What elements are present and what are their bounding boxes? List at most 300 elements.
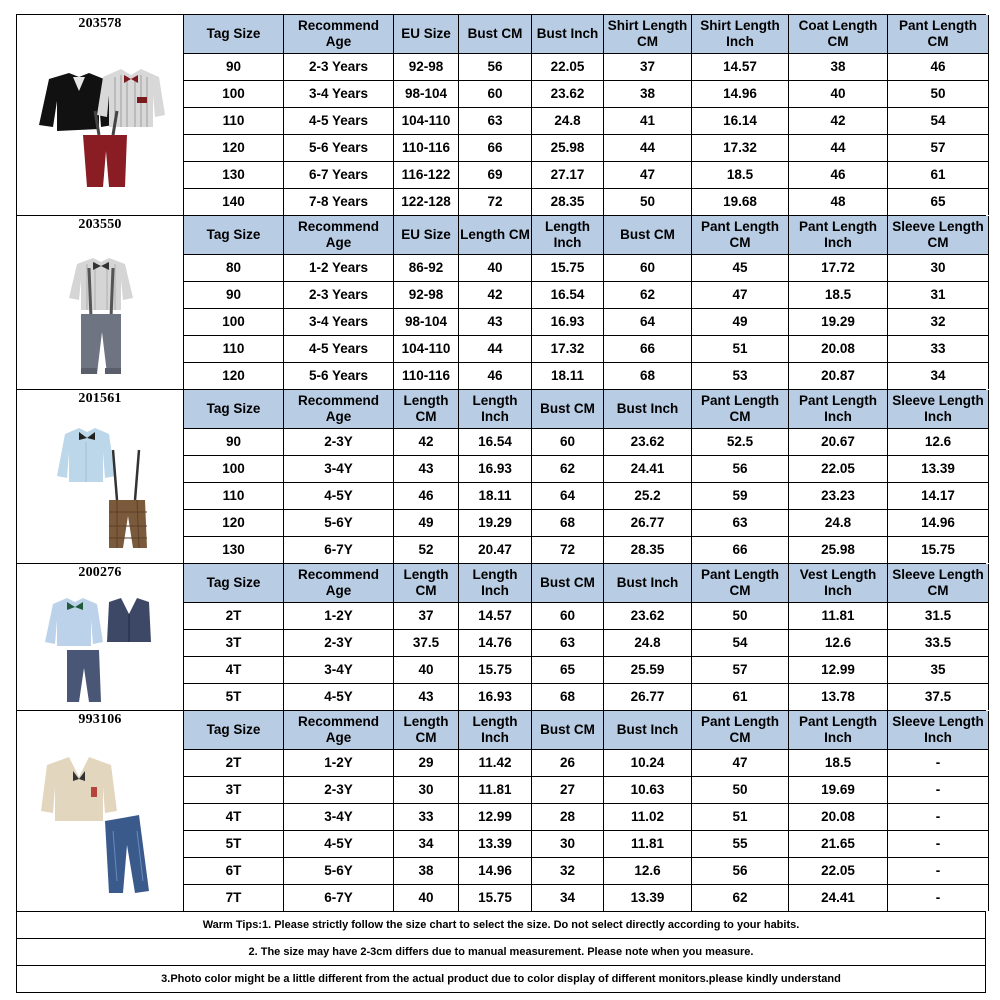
column-header: Pant Length CM — [692, 711, 789, 749]
table-row — [184, 135, 989, 162]
table-cell: 25.59 — [604, 657, 692, 683]
column-header: Length CM — [394, 564, 459, 602]
table-cell: 20.08 — [789, 336, 888, 362]
table-cell: 60 — [532, 429, 604, 455]
table-cell: 92-98 — [394, 282, 459, 308]
column-header: Vest Length Inch — [789, 564, 888, 602]
table-cell: 14.76 — [459, 630, 532, 656]
table-cell: 47 — [604, 162, 692, 188]
table-cell: 66 — [692, 537, 789, 563]
table-cell: 47 — [692, 750, 789, 776]
table-header-row — [184, 564, 989, 603]
table-cell: 4-5Y — [284, 684, 394, 710]
table-cell: 66 — [604, 336, 692, 362]
table-cell: 18.5 — [789, 282, 888, 308]
table-cell: 40 — [459, 255, 532, 281]
table-cell: 25.98 — [789, 537, 888, 563]
table-cell: 1-2Y — [284, 603, 394, 629]
table-cell: 40 — [394, 657, 459, 683]
table-cell: 23.62 — [532, 81, 604, 107]
table-cell: 10.63 — [604, 777, 692, 803]
product-code: 200276 — [78, 565, 122, 580]
table-cell: 43 — [394, 684, 459, 710]
table-cell: 17.32 — [532, 336, 604, 362]
table-cell: 24.8 — [532, 108, 604, 134]
table-cell: 57 — [692, 657, 789, 683]
table-cell: 52.5 — [692, 429, 789, 455]
column-header: Bust CM — [532, 564, 604, 602]
table-cell: 11.42 — [459, 750, 532, 776]
table-cell: 4T — [184, 657, 284, 683]
table-cell: 90 — [184, 429, 284, 455]
table-cell: 16.54 — [459, 429, 532, 455]
table-cell: 7T — [184, 885, 284, 911]
table-cell: 17.72 — [789, 255, 888, 281]
table-cell: 104-110 — [394, 336, 459, 362]
table-cell: 15.75 — [459, 885, 532, 911]
column-header: Sleeve Length Inch — [888, 390, 989, 428]
table-cell: 18.11 — [459, 483, 532, 509]
table-cell: 52 — [394, 537, 459, 563]
table-cell: 37.5 — [394, 630, 459, 656]
column-header: Bust Inch — [604, 711, 692, 749]
column-header: Bust Inch — [532, 15, 604, 53]
table-cell: 110 — [184, 483, 284, 509]
table-row — [184, 537, 989, 563]
table-cell: 37 — [394, 603, 459, 629]
table-cell: 18.5 — [692, 162, 789, 188]
table-cell: 28.35 — [532, 189, 604, 215]
table-cell: 14.17 — [888, 483, 989, 509]
table-cell: 4-5 Years — [284, 108, 394, 134]
table-cell: 24.8 — [789, 510, 888, 536]
table-cell: 140 — [184, 189, 284, 215]
table-row — [184, 684, 989, 710]
table-cell: 68 — [532, 684, 604, 710]
table-cell: 14.96 — [888, 510, 989, 536]
table-cell: 23.23 — [789, 483, 888, 509]
table-cell: 20.47 — [459, 537, 532, 563]
table-cell: 64 — [532, 483, 604, 509]
column-header: Recommend Age — [284, 711, 394, 749]
table-cell: 38 — [604, 81, 692, 107]
table-cell: 37.5 — [888, 684, 989, 710]
table-cell: 46 — [789, 162, 888, 188]
table-cell: 12.6 — [888, 429, 989, 455]
table-cell: 110-116 — [394, 363, 459, 389]
table-cell: 6-7Y — [284, 885, 394, 911]
table-cell: 2-3 Years — [284, 282, 394, 308]
table-cell: 55 — [692, 831, 789, 857]
table-cell: 60 — [604, 255, 692, 281]
column-header: Pant Length Inch — [789, 390, 888, 428]
table-header-row — [184, 15, 989, 54]
table-cell: 1-2Y — [284, 750, 394, 776]
table-cell: 42 — [459, 282, 532, 308]
table-cell: 12.99 — [789, 657, 888, 683]
table-cell: 62 — [532, 456, 604, 482]
table-cell: 104-110 — [394, 108, 459, 134]
table-header-row — [184, 711, 989, 750]
column-header: Tag Size — [184, 390, 284, 428]
size-chart — [16, 14, 986, 993]
table-cell: 63 — [692, 510, 789, 536]
table-cell: 15.75 — [888, 537, 989, 563]
size-table — [184, 711, 989, 911]
table-cell: 28 — [532, 804, 604, 830]
column-header: Tag Size — [184, 711, 284, 749]
table-cell: 47 — [692, 282, 789, 308]
table-row — [184, 162, 989, 189]
table-cell: 24.41 — [604, 456, 692, 482]
table-cell: 5T — [184, 684, 284, 710]
table-cell: 34 — [394, 831, 459, 857]
product-code: 203550 — [78, 217, 122, 232]
table-cell: 62 — [692, 885, 789, 911]
table-cell: 15.75 — [532, 255, 604, 281]
table-cell: 29 — [394, 750, 459, 776]
column-header: Bust CM — [532, 390, 604, 428]
table-cell: 6T — [184, 858, 284, 884]
table-cell: 130 — [184, 537, 284, 563]
table-cell: 68 — [532, 510, 604, 536]
table-cell: 122-128 — [394, 189, 459, 215]
table-row — [184, 336, 989, 363]
table-cell: 57 — [888, 135, 989, 161]
table-cell: 98-104 — [394, 309, 459, 335]
table-cell: 62 — [604, 282, 692, 308]
table-cell: 16.93 — [459, 456, 532, 482]
table-cell: 25.2 — [604, 483, 692, 509]
table-cell: 4T — [184, 804, 284, 830]
table-cell: 16.93 — [532, 309, 604, 335]
table-cell: 23.62 — [604, 603, 692, 629]
table-cell: 26.77 — [604, 684, 692, 710]
table-cell: 63 — [532, 630, 604, 656]
table-cell: 30 — [888, 255, 989, 281]
table-cell: 12.6 — [789, 630, 888, 656]
table-cell: 4-5 Years — [284, 336, 394, 362]
table-cell: 64 — [604, 309, 692, 335]
table-cell: 14.57 — [459, 603, 532, 629]
table-cell: 46 — [394, 483, 459, 509]
table-cell: 65 — [532, 657, 604, 683]
table-cell: 4-5Y — [284, 831, 394, 857]
column-header: Sleeve Length CM — [888, 564, 989, 602]
table-cell: 60 — [459, 81, 532, 107]
column-header: Pant Length CM — [692, 390, 789, 428]
table-cell: - — [888, 831, 989, 857]
table-cell: - — [888, 858, 989, 884]
table-cell: 100 — [184, 456, 284, 482]
column-header: Length Inch — [459, 564, 532, 602]
table-cell: 5-6 Years — [284, 135, 394, 161]
table-cell: 116-122 — [394, 162, 459, 188]
table-cell: 2-3Y — [284, 630, 394, 656]
table-cell: 80 — [184, 255, 284, 281]
table-cell: 43 — [394, 456, 459, 482]
table-cell: 110 — [184, 108, 284, 134]
table-row — [184, 777, 989, 804]
table-cell: 53 — [692, 363, 789, 389]
table-cell: 42 — [394, 429, 459, 455]
table-cell: 19.29 — [789, 309, 888, 335]
table-cell: 17.32 — [692, 135, 789, 161]
column-header: Length Inch — [459, 390, 532, 428]
table-cell: 19.69 — [789, 777, 888, 803]
table-header-row — [184, 216, 989, 255]
table-row — [184, 750, 989, 777]
column-header: Shirt Length Inch — [692, 15, 789, 53]
size-table — [184, 564, 989, 710]
table-cell: 35 — [888, 657, 989, 683]
product-code: 993106 — [78, 712, 122, 727]
table-row — [184, 804, 989, 831]
product-cell — [17, 390, 184, 563]
product-code: 201561 — [78, 391, 122, 406]
table-cell: 3T — [184, 777, 284, 803]
table-cell: 11.81 — [789, 603, 888, 629]
table-row — [184, 309, 989, 336]
table-cell: 38 — [789, 54, 888, 80]
table-cell: 20.87 — [789, 363, 888, 389]
product-image-vest-set — [17, 590, 183, 715]
product-cell — [17, 216, 184, 389]
table-cell: 43 — [459, 309, 532, 335]
table-cell: 5-6 Years — [284, 363, 394, 389]
table-cell: 6-7Y — [284, 537, 394, 563]
table-cell: 120 — [184, 135, 284, 161]
table-cell: 63 — [459, 108, 532, 134]
table-cell: 98-104 — [394, 81, 459, 107]
table-cell: 48 — [789, 189, 888, 215]
table-cell: 40 — [789, 81, 888, 107]
table-cell: 14.57 — [692, 54, 789, 80]
product-section — [17, 390, 986, 564]
table-cell: 20.67 — [789, 429, 888, 455]
table-cell: 6-7 Years — [284, 162, 394, 188]
product-section — [17, 711, 986, 912]
table-cell: 2T — [184, 603, 284, 629]
table-cell: 50 — [692, 777, 789, 803]
column-header: Bust CM — [459, 15, 532, 53]
table-cell: 16.54 — [532, 282, 604, 308]
table-cell: 12.99 — [459, 804, 532, 830]
table-cell: 44 — [459, 336, 532, 362]
table-cell: 5-6Y — [284, 510, 394, 536]
table-cell: 15.75 — [459, 657, 532, 683]
table-cell: 3-4Y — [284, 456, 394, 482]
table-cell: 2-3Y — [284, 777, 394, 803]
table-cell: 11.02 — [604, 804, 692, 830]
product-image-suit-set — [17, 55, 183, 200]
table-row — [184, 81, 989, 108]
table-cell: - — [888, 804, 989, 830]
column-header: Pant Length CM — [888, 15, 989, 53]
table-cell: 32 — [888, 309, 989, 335]
column-header: Sleeve Length CM — [888, 216, 989, 254]
column-header: Recommend Age — [284, 564, 394, 602]
column-header: Length CM — [394, 390, 459, 428]
table-cell: 54 — [888, 108, 989, 134]
table-row — [184, 630, 989, 657]
table-row — [184, 189, 989, 215]
table-cell: 32 — [532, 858, 604, 884]
table-cell: 72 — [459, 189, 532, 215]
table-cell: 21.65 — [789, 831, 888, 857]
warm-tip-1: Warm Tips:1. Please strictly follow the size chart to select the size. Do not select directly according to your habits. — [17, 912, 986, 939]
table-cell: - — [888, 885, 989, 911]
table-row — [184, 657, 989, 684]
table-cell: 130 — [184, 162, 284, 188]
size-table — [184, 390, 989, 563]
table-cell: 13.39 — [459, 831, 532, 857]
product-section — [17, 216, 986, 390]
table-cell: 3-4 Years — [284, 309, 394, 335]
table-cell: 59 — [692, 483, 789, 509]
table-row — [184, 885, 989, 911]
table-cell: 45 — [692, 255, 789, 281]
table-cell: 41 — [604, 108, 692, 134]
warm-tip-3: 3.Photo color might be a little different from the actual product due to color display of different monitors.please kindly understand — [17, 966, 986, 993]
table-cell: 22.05 — [532, 54, 604, 80]
table-cell: 5T — [184, 831, 284, 857]
table-cell: 23.62 — [604, 429, 692, 455]
table-cell: 1-2 Years — [284, 255, 394, 281]
product-cell — [17, 711, 184, 911]
column-header: Bust Inch — [604, 564, 692, 602]
table-cell: 26.77 — [604, 510, 692, 536]
column-header: EU Size — [394, 15, 459, 53]
table-cell: 51 — [692, 804, 789, 830]
table-cell: 19.29 — [459, 510, 532, 536]
table-cell: 11.81 — [604, 831, 692, 857]
table-cell: 3-4 Years — [284, 81, 394, 107]
table-cell: 20.08 — [789, 804, 888, 830]
table-cell: 72 — [532, 537, 604, 563]
table-cell: - — [888, 777, 989, 803]
table-cell: 49 — [692, 309, 789, 335]
table-cell: 33 — [394, 804, 459, 830]
table-cell: 51 — [692, 336, 789, 362]
column-header: Length CM — [459, 216, 532, 254]
table-cell: 120 — [184, 363, 284, 389]
table-cell: 38 — [394, 858, 459, 884]
table-cell: 44 — [789, 135, 888, 161]
table-cell: 34 — [532, 885, 604, 911]
table-cell: 49 — [394, 510, 459, 536]
table-cell: 40 — [394, 885, 459, 911]
column-header: Bust Inch — [604, 390, 692, 428]
table-cell: 7-8 Years — [284, 189, 394, 215]
column-header: Pant Length Inch — [789, 711, 888, 749]
table-cell: 56 — [459, 54, 532, 80]
table-cell: 34 — [888, 363, 989, 389]
product-cell — [17, 564, 184, 710]
table-cell: 26 — [532, 750, 604, 776]
table-cell: 30 — [532, 831, 604, 857]
table-row — [184, 108, 989, 135]
table-row — [184, 603, 989, 630]
table-cell: 33.5 — [888, 630, 989, 656]
table-cell: 61 — [888, 162, 989, 188]
table-cell: 28.35 — [604, 537, 692, 563]
table-cell: 27.17 — [532, 162, 604, 188]
table-cell: 86-92 — [394, 255, 459, 281]
table-cell: 31.5 — [888, 603, 989, 629]
table-cell: 90 — [184, 282, 284, 308]
product-section — [17, 564, 986, 711]
table-row — [184, 510, 989, 537]
product-image-shirt-suspender-set — [17, 248, 183, 389]
table-cell: 3-4Y — [284, 804, 394, 830]
table-cell: 120 — [184, 510, 284, 536]
table-cell: 61 — [692, 684, 789, 710]
table-row — [184, 363, 989, 389]
column-header: Tag Size — [184, 564, 284, 602]
table-cell: 24.8 — [604, 630, 692, 656]
table-cell: 30 — [394, 777, 459, 803]
table-cell: 24.41 — [789, 885, 888, 911]
table-cell: 54 — [692, 630, 789, 656]
column-header: Tag Size — [184, 216, 284, 254]
table-cell: 18.11 — [532, 363, 604, 389]
table-cell: 16.14 — [692, 108, 789, 134]
table-cell: 50 — [888, 81, 989, 107]
table-row — [184, 255, 989, 282]
warm-tip-2: 2. The size may have 2-3cm differs due to manual measurement. Please note when you measure. — [17, 939, 986, 966]
table-row — [184, 54, 989, 81]
table-cell: 2T — [184, 750, 284, 776]
column-header: EU Size — [394, 216, 459, 254]
table-cell: 13.39 — [888, 456, 989, 482]
table-cell: 68 — [604, 363, 692, 389]
table-row — [184, 429, 989, 456]
table-cell: 2-3Y — [284, 429, 394, 455]
table-cell: 16.93 — [459, 684, 532, 710]
column-header: Pant Length Inch — [789, 216, 888, 254]
table-cell: 14.96 — [692, 81, 789, 107]
table-cell: 46 — [459, 363, 532, 389]
table-cell: 69 — [459, 162, 532, 188]
table-cell: 12.6 — [604, 858, 692, 884]
column-header: Recommend Age — [284, 390, 394, 428]
table-cell: 110 — [184, 336, 284, 362]
table-cell: 92-98 — [394, 54, 459, 80]
table-cell: 11.81 — [459, 777, 532, 803]
table-cell: 60 — [532, 603, 604, 629]
table-cell: 44 — [604, 135, 692, 161]
table-cell: 50 — [604, 189, 692, 215]
table-row — [184, 456, 989, 483]
table-row — [184, 282, 989, 309]
table-cell: 13.78 — [789, 684, 888, 710]
table-cell: 42 — [789, 108, 888, 134]
column-header: Sleeve Length Inch — [888, 711, 989, 749]
table-cell: 25.98 — [532, 135, 604, 161]
table-cell: 27 — [532, 777, 604, 803]
product-image-blue-shirt-set — [17, 420, 183, 561]
table-row — [184, 858, 989, 885]
column-header: Recommend Age — [284, 15, 394, 53]
table-cell: 66 — [459, 135, 532, 161]
table-cell: 18.5 — [789, 750, 888, 776]
table-cell: 50 — [692, 603, 789, 629]
table-cell: 65 — [888, 189, 989, 215]
table-cell: 4-5Y — [284, 483, 394, 509]
table-cell: 3-4Y — [284, 657, 394, 683]
column-header: Coat Length CM — [789, 15, 888, 53]
